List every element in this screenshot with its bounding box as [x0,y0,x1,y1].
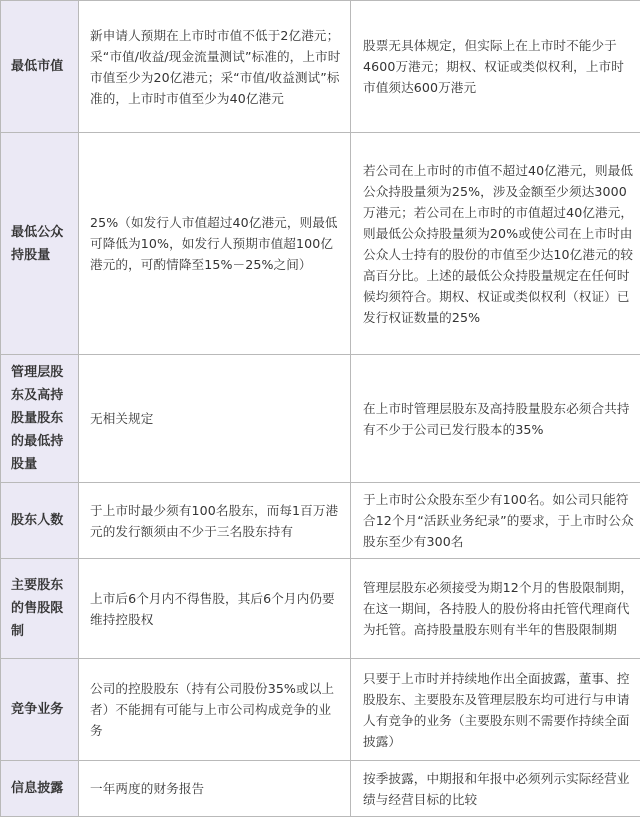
main-board-cell: 新申请人预期在上市时市值不低于2亿港元；采“市值/收益/现金流量测试”标准的，上市时市值至少为20亿港元；采“市值/收益测试”标准的，上市时市值至少为40亿港元 [79,1,351,133]
table-row [1,761,640,817]
row-label: 主要股东的售股限制 [1,559,79,659]
table-row [1,659,640,761]
row-label: 竞争业务 [1,659,79,761]
row-label: 信息披露 [1,761,79,817]
gem-board-cell: 若公司在上市时的市值不超过40亿港元，则最低公众持股量须为25%，涉及金额至少须达3000万港元；若公司在上市时的市值超过40亿港元，则最低公众持股量须为20%或使公司在上市时由公众人士持有的股份的市值至少达10亿港元的较高百分比。上述的最低公众持股量规定在任何时候均须符合。期权、权证或类似权利（权证）已发行权证数量的25% [351,133,640,355]
gem-board-cell: 股票无具体规定，但实际上在上市时不能少于4600万港元；期权、权证或类似权利，上市时市值须达600万港元 [351,1,640,133]
table-row [1,133,640,355]
main-board-cell: 上市后6个月内不得售股，其后6个月内仍要维持控股权 [79,559,351,659]
table-row [1,1,640,133]
gem-board-cell: 于上市时公众股东至少有100名。如公司只能符合12个月“活跃业务纪录”的要求，于上市时公众股东至少有300名 [351,483,640,559]
table-row [1,355,640,483]
gem-board-cell: 只要于上市时并持续地作出全面披露，董事、控股股东、主要股东及管理层股东均可进行与申请人有竞争的业务（主要股东则不需要作持续全面披露） [351,659,640,761]
main-board-cell: 于上市时最少须有100名股东，而每1百万港元的发行额须由不少于三名股东持有 [79,483,351,559]
main-board-cell: 25%（如发行人市值超过40亿港元，则最低可降低为10%，如发行人预期市值超100亿港元的，可酌情降至15%－25%之间） [79,133,351,355]
row-label: 最低公众持股量 [1,133,79,355]
table-row [1,559,640,659]
main-board-cell: 无相关规定 [79,355,351,483]
gem-board-cell: 在上市时管理层股东及高持股量股东必须合共持有不少于公司已发行股本的35% [351,355,640,483]
table-row [1,483,640,559]
row-label: 最低市值 [1,1,79,133]
gem-board-cell: 按季披露，中期报和年报中必须列示实际经营业绩与经营目标的比较 [351,761,640,817]
row-label: 管理层股东及高持股量股东的最低持股量 [1,355,79,483]
main-board-cell: 公司的控股股东（持有公司股份35%或以上者）不能拥有可能与上市公司构成竞争的业务 [79,659,351,761]
gem-board-cell: 管理层股东必须接受为期12个月的售股限制期，在这一期间，各持股人的股份将由托管代理商代为托管。高持股量股东则有半年的售股限制期 [351,559,640,659]
main-board-cell: 一年两度的财务报告 [79,761,351,817]
row-label: 股东人数 [1,483,79,559]
